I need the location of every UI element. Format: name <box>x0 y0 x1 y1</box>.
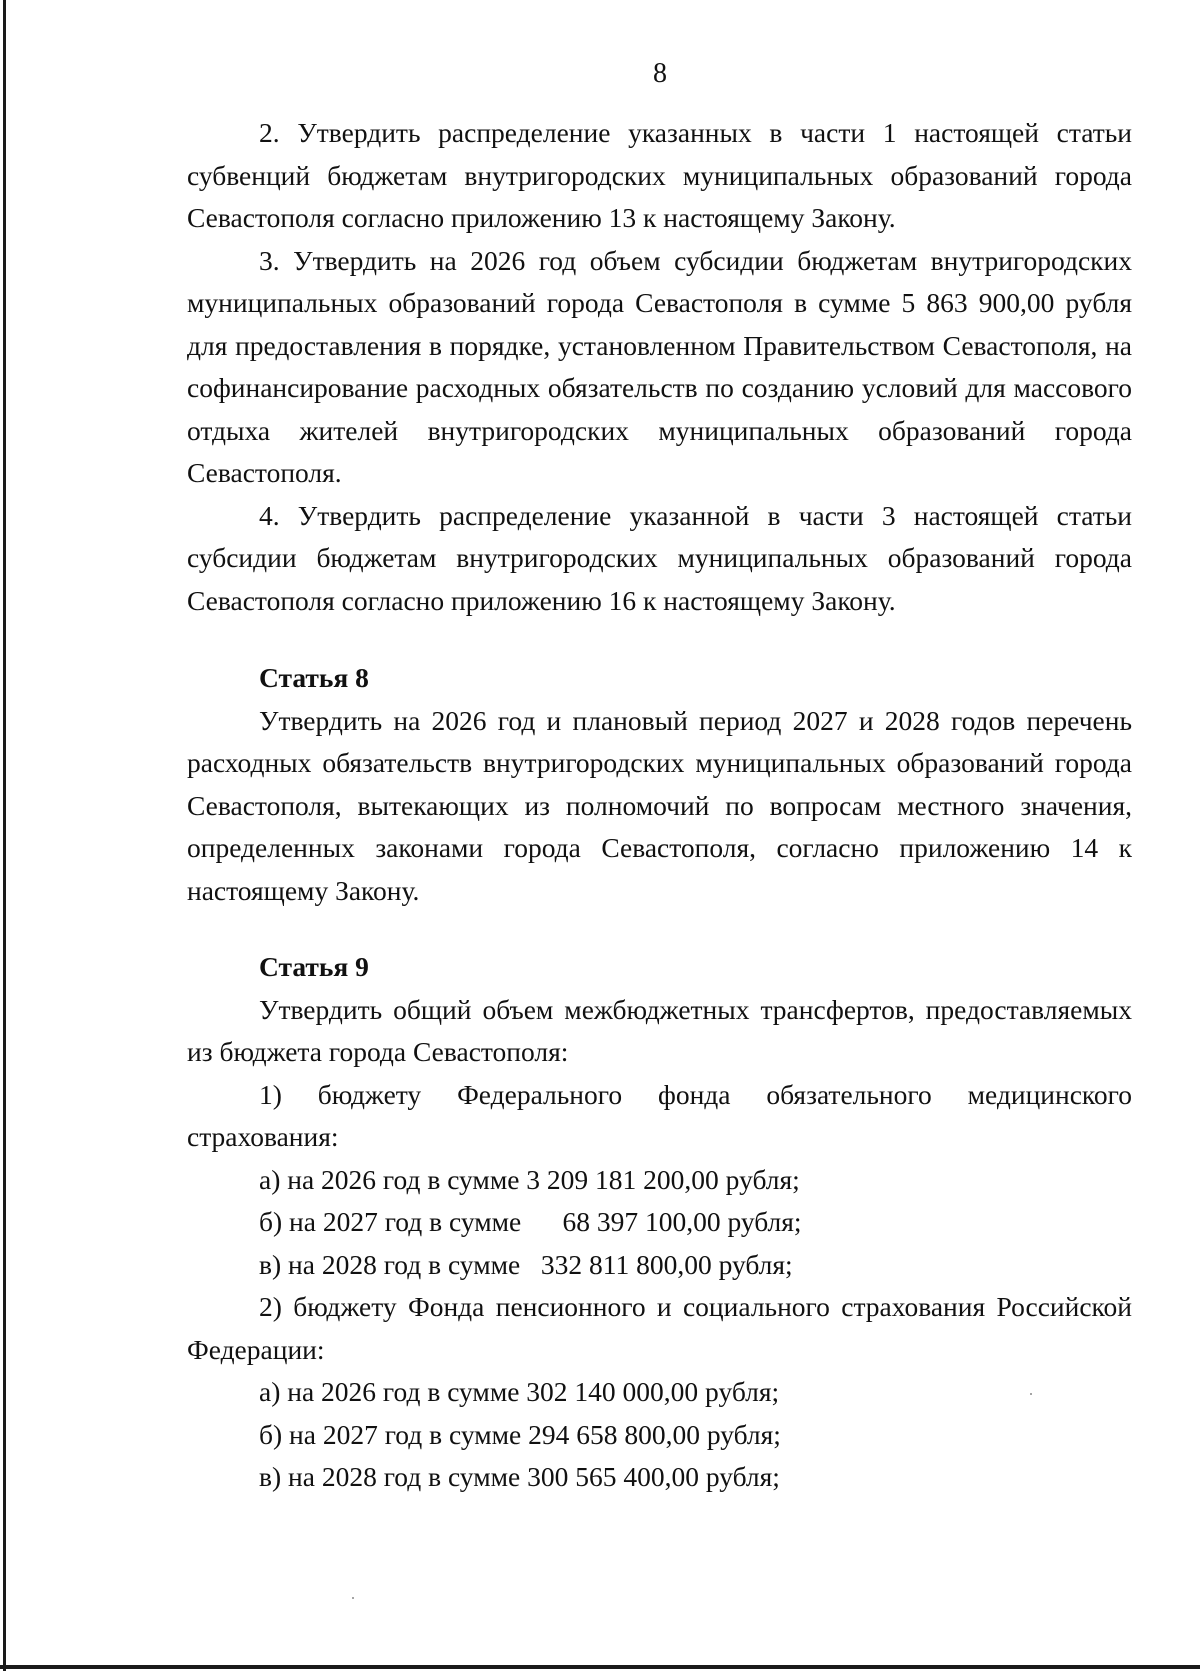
article-8-heading: Статья 8 <box>259 662 369 693</box>
paragraph-2: 2. Утвердить распределение указанных в части 1 настоящей статьи субвенций бюджетам внутригородских муниципальных образований города Севастополя согласно приложению 13 к настоящему Закону. <box>187 117 1132 233</box>
paragraph-3: 3. Утвердить на 2026 год объем субсидии бюджетам внутригородских муниципальных образований города Севастополя в сумме 5 863 900,00 рубля для предоставления в порядке, установленном Правительством Севастополя, на софинансирование расходных обязательств по созданию условий для массового отдыха жителей внутригородских муниципальных образований города Севастополя. <box>187 244 1132 488</box>
scan-left-edge <box>3 0 6 1671</box>
article-9-heading: Статья 9 <box>259 951 369 982</box>
item-1-line-a: а) на 2026 год в сумме 3 209 181 200,00 рубля; <box>259 1163 800 1195</box>
paragraph-4: 4. Утвердить распределение указанной в части 3 настоящей статьи субсидии бюджетам внутригородских муниципальных образований города Севастополя согласно приложению 16 к настоящему Закону. <box>187 499 1132 616</box>
article-8-text: Утвердить на 2026 год и плановый период 2027 и 2028 годов перечень расходных обязательств внутригородских муниципальных образований города Севастополя, вытекающих из полномочий по вопросам местного значения, определенных законами города Севастополя, согласно приложению 14 к настоящему Закону. <box>187 704 1132 906</box>
item-1-line-b: б) на 2027 год в сумме 68 397 100,00 рубля; <box>259 1206 802 1237</box>
item-2-line-b: б) на 2027 год в сумме 294 658 800,00 рубля; <box>259 1418 781 1450</box>
article-9-item-1: 1) бюджету Федерального фонда обязательного медицинского страхования: <box>187 1078 1132 1152</box>
item-2-line-a: а) на 2026 год в сумме 302 140 000,00 рубля; <box>259 1376 780 1407</box>
spacer <box>187 912 1132 946</box>
scan-speck <box>1030 1393 1032 1395</box>
item-1-line-c: в) на 2028 год в сумме 332 811 800,00 рубля; <box>259 1248 793 1280</box>
scan-speck <box>352 1597 354 1599</box>
spacer <box>187 622 1132 657</box>
article-9-item-2: 2) бюджету Фонда пенсионного и социального страхования Российской Федерации: <box>187 1291 1132 1365</box>
article-9-intro: Утвердить общий объем межбюджетных трансфертов, предоставляемых из бюджета города Севастополя: <box>187 993 1132 1067</box>
scan-bottom-edge <box>0 1665 1200 1669</box>
item-2-line-c: в) на 2028 год в сумме 300 565 400,00 рубля; <box>259 1461 780 1492</box>
page-number: 8 <box>653 58 667 89</box>
document-body <box>187 112 1132 1499</box>
